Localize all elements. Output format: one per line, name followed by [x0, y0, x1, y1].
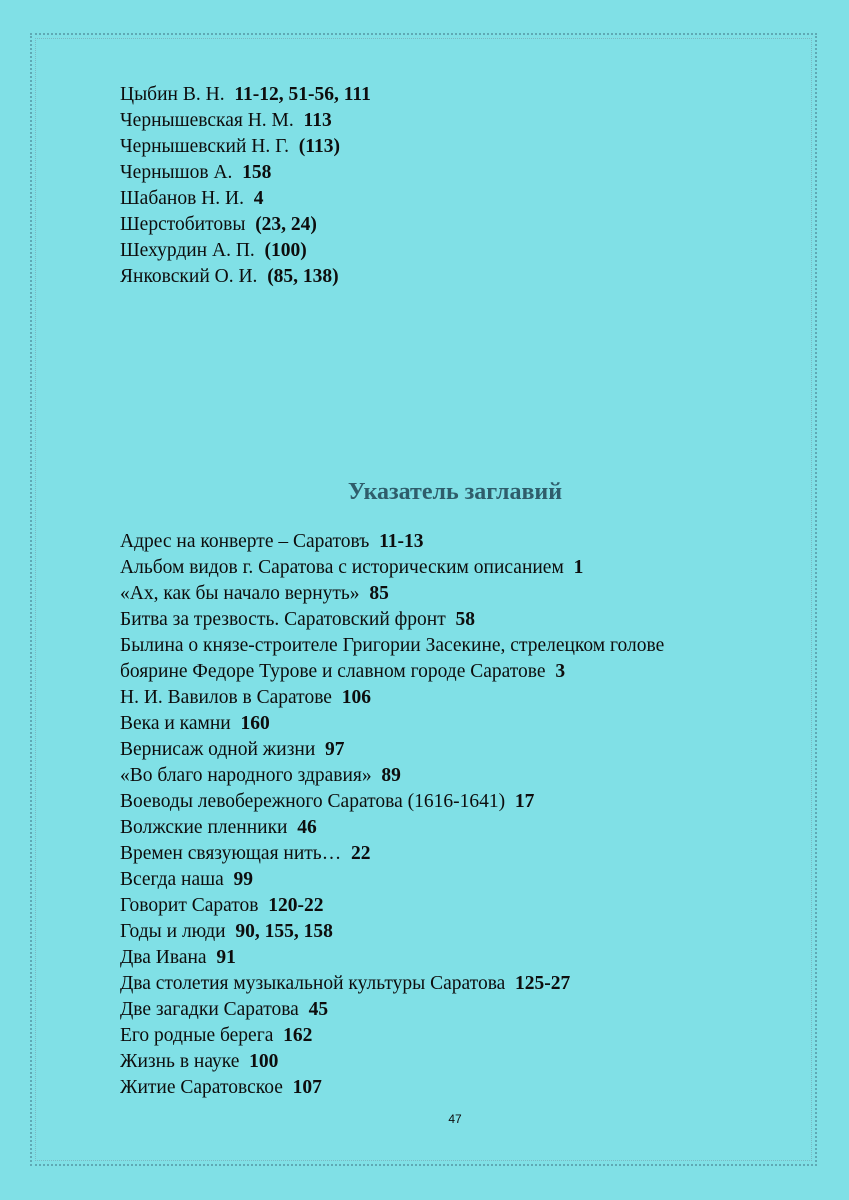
- list-item: Чернышов А. 158: [120, 162, 272, 183]
- list-item: Времен связующая нить… 22: [120, 843, 371, 864]
- list-item: Жизнь в науке 100: [120, 1051, 279, 1072]
- list-item: «Ах, как бы начало вернуть» 85: [120, 583, 389, 604]
- list-item: Говорит Саратов 120-22: [120, 895, 324, 916]
- list-item: Шабанов Н. И. 4: [120, 188, 264, 209]
- page-number: 47: [448, 1112, 462, 1126]
- list-item: Цыбин В. Н. 11-12, 51-56, 111: [120, 84, 371, 105]
- list-item: Века и камни 160: [120, 713, 270, 734]
- list-item: Житие Саратовское 107: [120, 1077, 322, 1098]
- list-item: Вернисаж одной жизни 97: [120, 739, 345, 760]
- author-index-list: [120, 82, 371, 290]
- list-item: Альбом видов г. Саратова с историческим описанием 1: [120, 557, 584, 578]
- list-item: Два Ивана 91: [120, 947, 236, 968]
- list-item: «Во благо народного здравия» 89: [120, 765, 401, 786]
- list-item: Его родные берега 162: [120, 1025, 313, 1046]
- title-index-list: [120, 529, 664, 1101]
- section-title: Указатель заглавий: [347, 479, 563, 505]
- list-item: Всегда наша 99: [120, 869, 254, 890]
- list-item: Два столетия музыкальной культуры Саратова 125-27: [120, 973, 571, 994]
- list-item: Годы и люди 90, 155, 158: [120, 921, 333, 942]
- list-item: Адрес на конверте – Саратовъ 11-13: [120, 531, 424, 552]
- list-item: Шехурдин А. П. (100): [120, 240, 307, 261]
- list-item: Былина о князе-строителе Григории Засекине, стрелецком голове: [120, 635, 665, 656]
- list-item: Волжские пленники 46: [120, 817, 317, 838]
- list-item: Чернышевский Н. Г. (113): [120, 136, 340, 157]
- list-item: боярине Федоре Турове и славном городе Саратове 3: [120, 661, 566, 682]
- list-item: Шерстобитовы (23, 24): [120, 214, 317, 235]
- list-item: Янковский О. И. (85, 138): [120, 266, 339, 287]
- list-item: Воеводы левобережного Саратова (1616-1641) 17: [120, 791, 535, 812]
- list-item: Н. И. Вавилов в Саратове 106: [120, 687, 371, 708]
- list-item: Битва за трезвость. Саратовский фронт 58: [120, 609, 475, 630]
- list-item: Чернышевская Н. М. 113: [120, 110, 332, 131]
- list-item: Две загадки Саратова 45: [120, 999, 329, 1020]
